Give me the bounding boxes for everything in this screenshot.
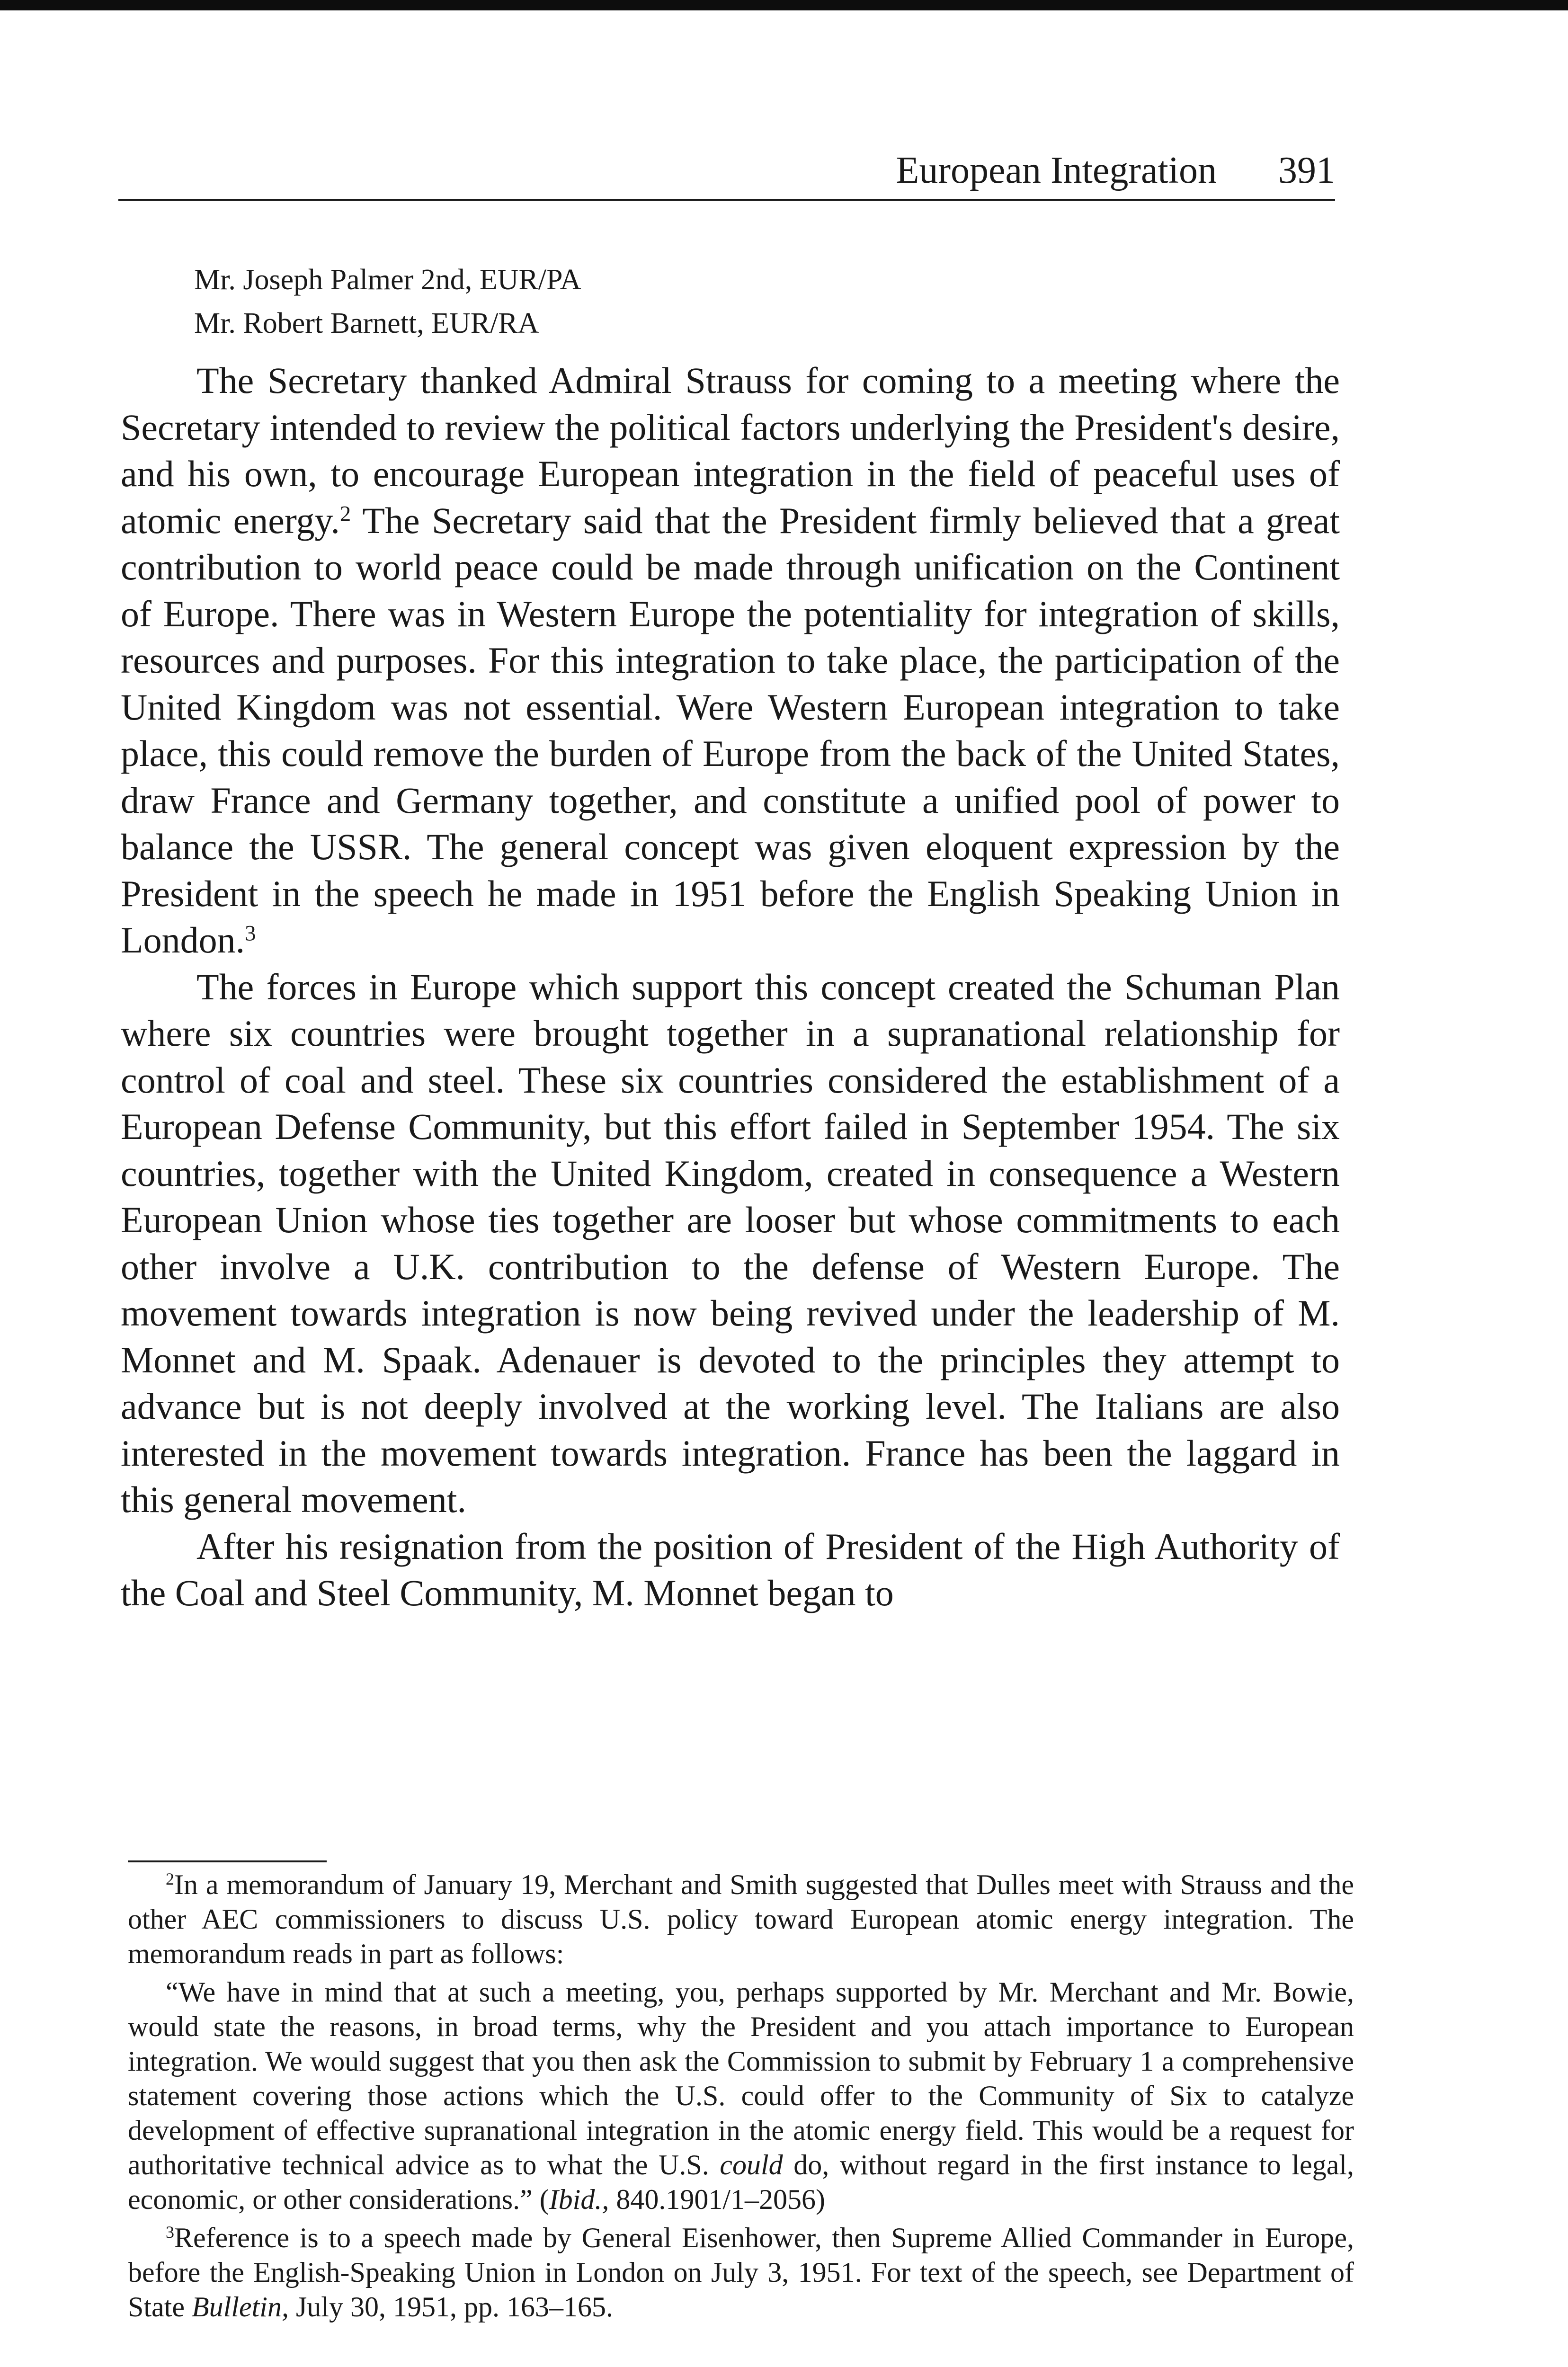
attendee-list [194, 258, 581, 345]
running-title: European Integration [896, 150, 1217, 191]
footnote-text: In a memorandum of January 19, Merchant and Smith suggested that Dulles meet with Strauss and the other AEC commissioners to discuss U.S. policy toward European atomic energy integration. The memorandum reads in part as follows: [128, 1869, 1354, 1969]
footnote-text: July 30, 1951, pp. 163–165. [288, 2291, 613, 2323]
footnote-emphasis: could [720, 2149, 783, 2180]
footnote-2 [128, 1868, 1354, 1971]
paragraph-text: The Secretary thanked Admiral Strauss for coming to a meeting where the Secretary intended to review the political factors underlying the President's desire, and his own, to encourage European integration in the field of peaceful uses of atomic energy. [121, 360, 1340, 541]
footnote-ref: 2 [339, 501, 351, 526]
footnote-rule [128, 1860, 327, 1862]
footnote-text: Reference is to a speech made by General Eisenhower, then Supreme Allied Commander in Europe, before the English-Speaking Union in London on July 3, 1951. For text of the speech, see Department of State [128, 2222, 1354, 2323]
paragraph-text: The Secretary said that the President firmly believed that a great contribution to world peace could be made through unification on the Continent of Europe. There was in Western Europe the potentiality for integration of skills, resources and purposes. For this integration to take place, the participation of the United Kingdom was not essential. Were Western European integration to take place, this could remove the burden of Europe from the back of the United States, draw France and Germany together, and constitute a unified pool of power to balance the USSR. The general concept was given eloquent expression by the President in the speech he made in 1951 before the English Speaking Union in London. [121, 499, 1340, 961]
body-paragraph-2: The forces in Europe which support this concept created the Schuman Plan where six countries were brought together in a supranational relationship for control of coal and steel. These six countries considered the establishment of a European Defense Community, but this effort failed in September 1954. The six countries, together with the United Kingdom, created in consequence a Western European Union whose ties together are looser but whose commitments to each other involve a U.K. contribution to the defense of Western Europe. The movement towards integration is now being revived under the leadership of M. Monnet and M. Spaak. Adenauer is devoted to the principles they attempt to advance but is not deeply involved at the working level. The Italians are also interested in the movement towards integration. France has been the laggard in this general movement. [121, 966, 1340, 1520]
body-paragraph-3: After his resignation from the position of President of the High Authority of the Coal and Steel Community, M. Monnet began to [121, 1525, 1340, 1613]
footnote-number: 3 [166, 2223, 174, 2242]
body-paragraph-1 [121, 357, 1340, 964]
footnote-ibid: Ibid., [549, 2184, 609, 2215]
footnotes [128, 1868, 1354, 2324]
footnote-3 [128, 2221, 1354, 2324]
scan-top-edge [0, 0, 1568, 10]
page-number: 391 [1278, 150, 1335, 191]
footnote-text: “We have in mind that at such a meeting, you, perhaps supported by Mr. Merchant and Mr. Bowie, would state the reasons, in broad terms, why the President and you attach importance to European integration. We would suggest that you then ask the Commission to submit by February 1 a comprehensive statement covering those actions which the U.S. could offer to the Community of Six to catalyze development of effective supranational integration in the atomic energy field. This would be a request for authoritative technical advice as to what the U.S. [128, 1976, 1354, 2180]
footnote-text: do, without regard in the first instance to legal, economic, or other considerations.” ( [128, 2149, 1354, 2215]
attendee-item: Mr. Robert Barnett, EUR/RA [194, 307, 539, 339]
body-text [121, 357, 1340, 1617]
footnote-file-ref: 840.1901/1–2056) [609, 2184, 825, 2215]
footnote-2-quote [128, 1975, 1354, 2217]
running-head [118, 142, 1335, 204]
footnote-publication: Bulletin, [191, 2291, 289, 2323]
attendee-item: Mr. Joseph Palmer 2nd, EUR/PA [194, 264, 581, 296]
footnote-ref: 3 [245, 921, 256, 946]
footnote-number: 2 [166, 1869, 174, 1889]
header-rule [118, 199, 1335, 201]
